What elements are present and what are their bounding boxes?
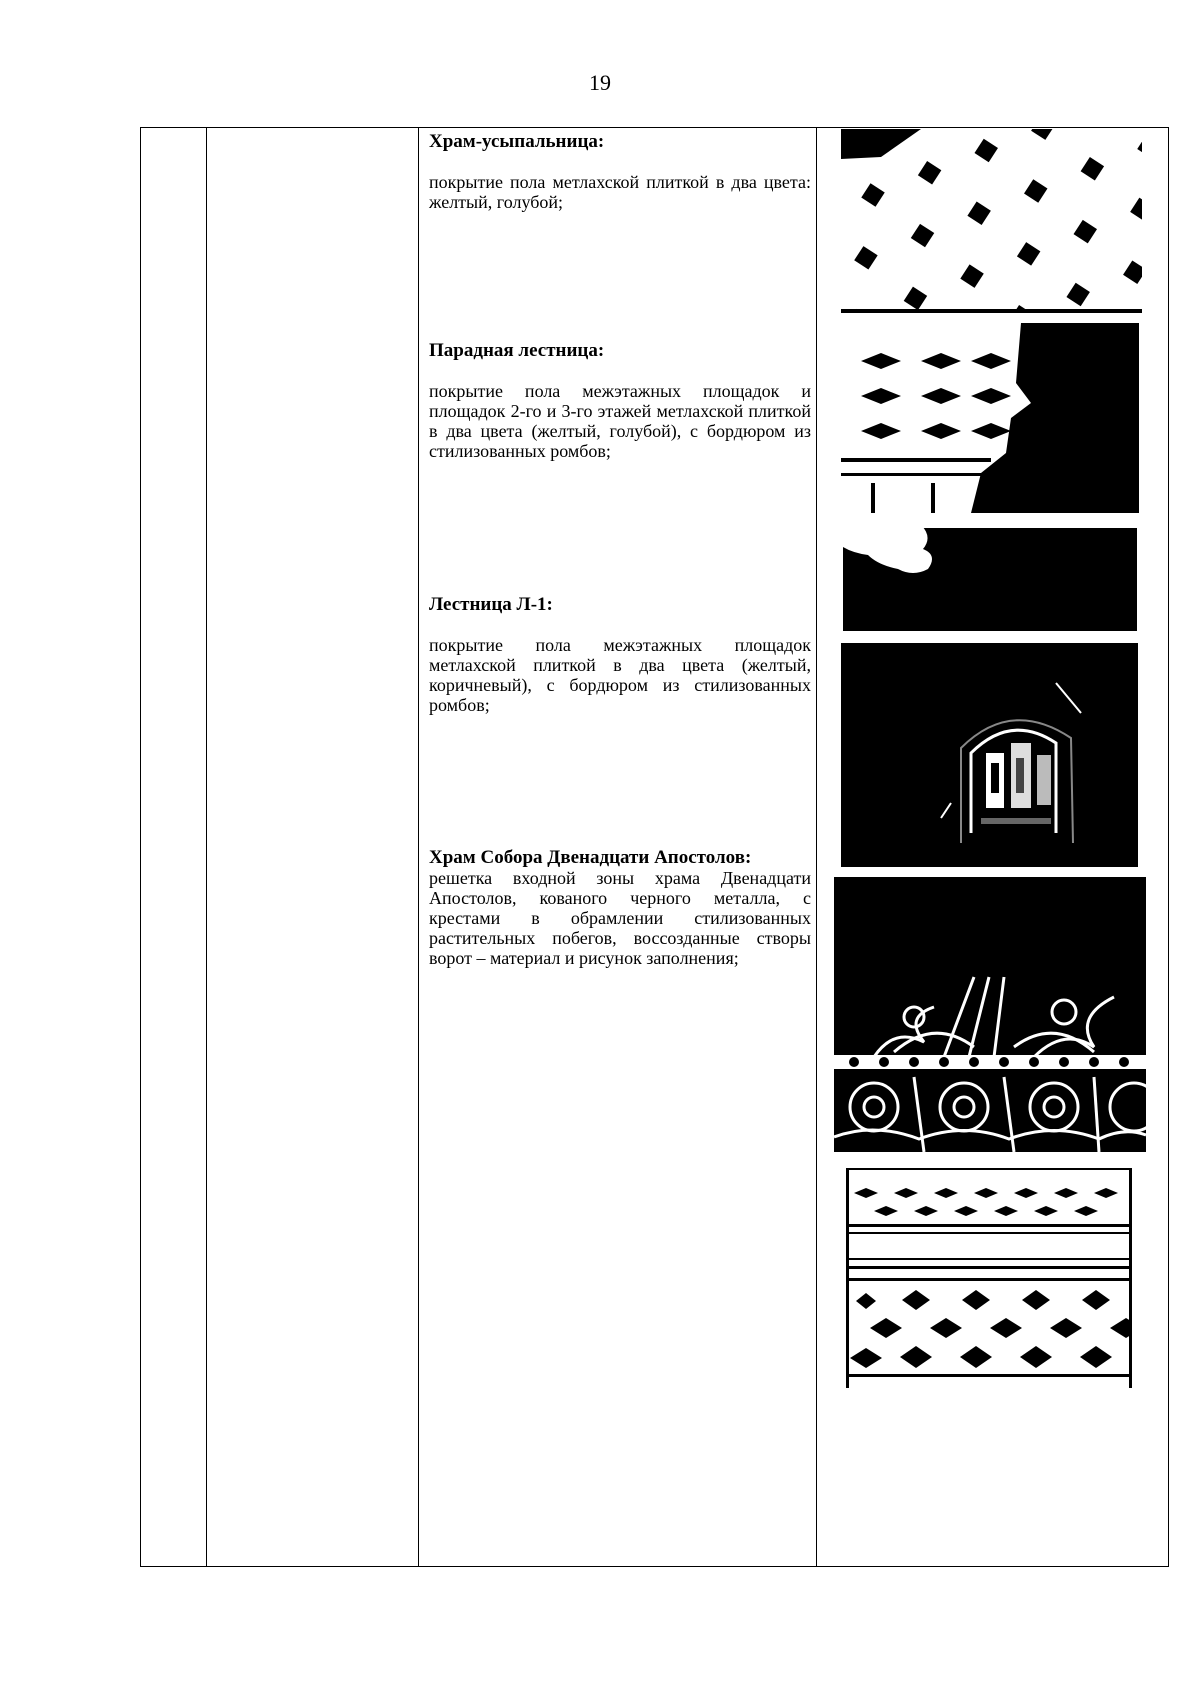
wrought-iron-grille-photo [834,877,1146,1152]
section-text: покрытие пола межэтажных площадок метлахской плиткой в два цвета (желтый, коричневый), с бордюром из стилизованных ромбов; [429,635,811,715]
section-heading: Храм-усыпальница: [429,131,605,152]
floor-tile-octagon-diamond-photo [841,129,1142,313]
staircase-landing-tile-photo [841,323,1139,513]
column-divider-3 [816,128,817,1566]
section-staircase-l1 [429,594,811,715]
arched-window-photo [841,643,1138,867]
section-heading: Храм Собора Двенадцати Апостолов: [429,847,752,868]
section-temple-tomb [429,131,811,212]
tile-border-diamond-photo [846,1168,1132,1388]
section-text: покрытие пола межэтажных площадок и площадок 2-го и 3-го этажей метлахской плиткой в два цвета (желтый, голубой), с бордюром из стилизованных ромбов; [429,381,811,461]
section-text: решетка входной зоны храма Двенадцати Апостолов, кованого черного металла, с крестами в обрамлении стилизованных растительных побегов, воссозданные створы ворот – материал и рисунок заполнения; [429,868,811,968]
page-number: 19 [589,70,611,95]
column-divider-1 [206,128,207,1566]
section-main-staircase [429,340,811,461]
section-text: покрытие пола метлахской плиткой в два цвета: желтый, голубой; [429,172,811,212]
column-divider-2 [418,128,419,1566]
dark-ceiling-photo [843,525,1137,631]
section-heading: Лестница Л-1: [429,594,553,615]
section-heading: Парадная лестница: [429,340,605,361]
section-twelve-apostles [429,847,811,968]
